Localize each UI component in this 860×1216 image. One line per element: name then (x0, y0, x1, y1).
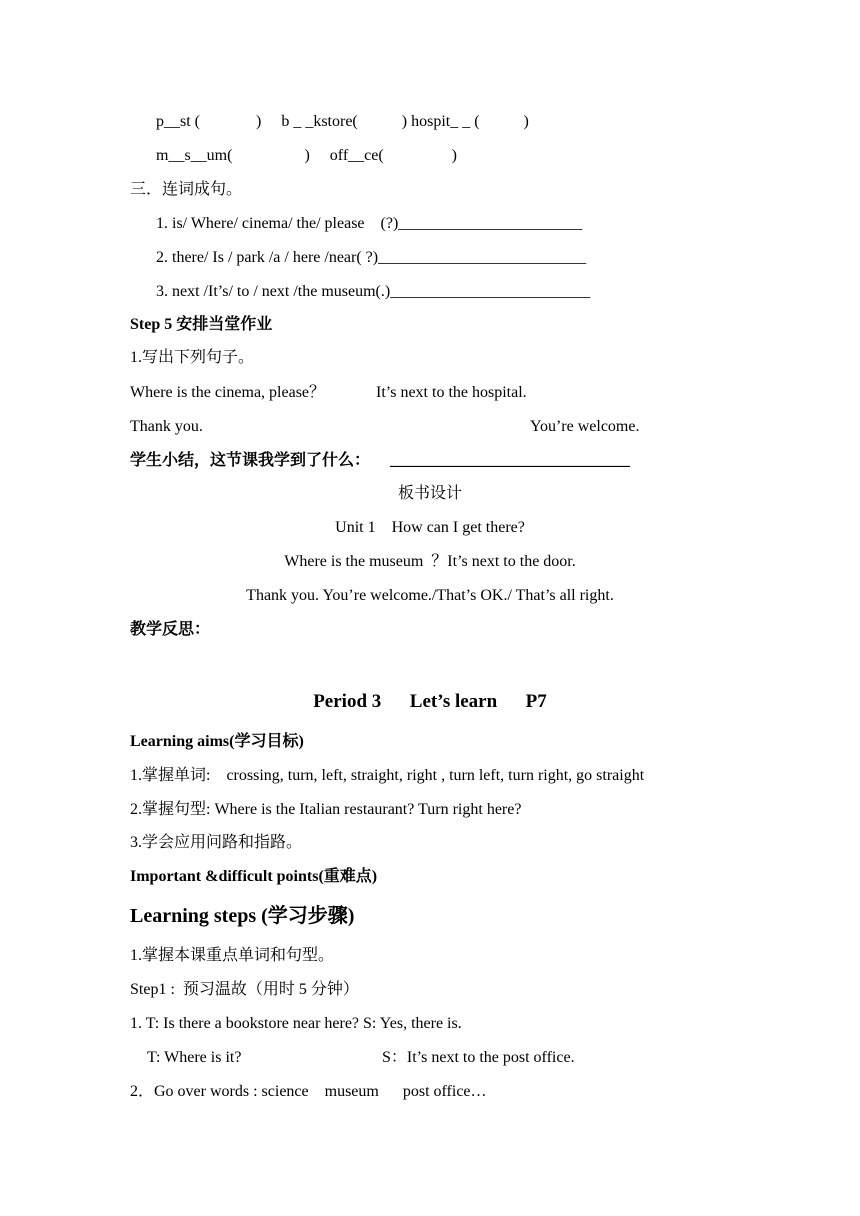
step-5-task: 1.写出下列句子。 (130, 349, 255, 366)
board-design-title: 板书设计 (397, 485, 462, 502)
dialog-student: S：It’s next to the post office. (382, 1049, 575, 1066)
fill-in-row-1: p__st ( ) b _ _kstore( ) hospit_ _ ( ) (156, 113, 529, 130)
sentence-question-2: Thank you. (130, 418, 203, 435)
fill-in-row-2: m__s__um( ) off__ce( ) (156, 147, 457, 164)
sentence-question-1: Where is the cinema, please？ (130, 384, 326, 401)
steps-line: 1.掌握本课重点单词和句型。 (130, 947, 335, 964)
step-1-heading: Step1 : 预习温故（用时 5 分钟） (130, 981, 359, 998)
sentence-answer-1: It’s next to the hospital. (376, 384, 527, 401)
student-summary-label: 学生小结，这节课我学到了什么： (130, 452, 371, 469)
teaching-reflection-label: 教学反思： (130, 621, 211, 638)
section-3-heading: 三．连词成句。 (130, 181, 243, 198)
period-title: Period 3 Let’s learn P7 (313, 691, 547, 712)
aim-item: 2.掌握句型: Where is the Italian restaurant? Turn right here? (130, 801, 522, 818)
dialog-teacher: T: Where is it? (147, 1049, 242, 1066)
step-5-heading: Step 5 安排当堂作业 (130, 316, 273, 333)
aim-item: 3.学会应用问路和指路。 (130, 834, 303, 851)
key-points-heading: Important &difficult points(重难点) (130, 868, 378, 885)
review-words-line: 2．Go over words : science museum post office… (130, 1083, 487, 1100)
board-line: Thank you. You’re welcome./That’s OK./ That’s all right. (246, 587, 614, 604)
board-line: Unit 1 How can I get there? (335, 519, 525, 536)
sentence-item: 3. next /It’s/ to / next /the museum(.)_________________________ (156, 283, 591, 300)
dialog-line: 1. T: Is there a bookstore near here? S: Yes, there is. (130, 1015, 462, 1032)
sentence-item: 2. there/ Is / park /a / here /near( ?)__________________________ (156, 249, 587, 266)
learning-steps-heading: Learning steps (学习步骤) (130, 905, 355, 927)
learning-aims-heading: Learning aims(学习目标) (130, 733, 304, 750)
board-line: Where is the museum ？It’s next to the door. (284, 553, 576, 570)
student-summary-blank: ______________________________ (390, 452, 630, 469)
aim-item: 1.掌握单词: crossing, turn, left, straight, right , turn left, turn right, go straight (130, 767, 645, 784)
sentence-answer-2: You’re welcome. (530, 418, 640, 435)
sentence-item: 1. is/ Where/ cinema/ the/ please (?)_______________________ (156, 215, 583, 232)
